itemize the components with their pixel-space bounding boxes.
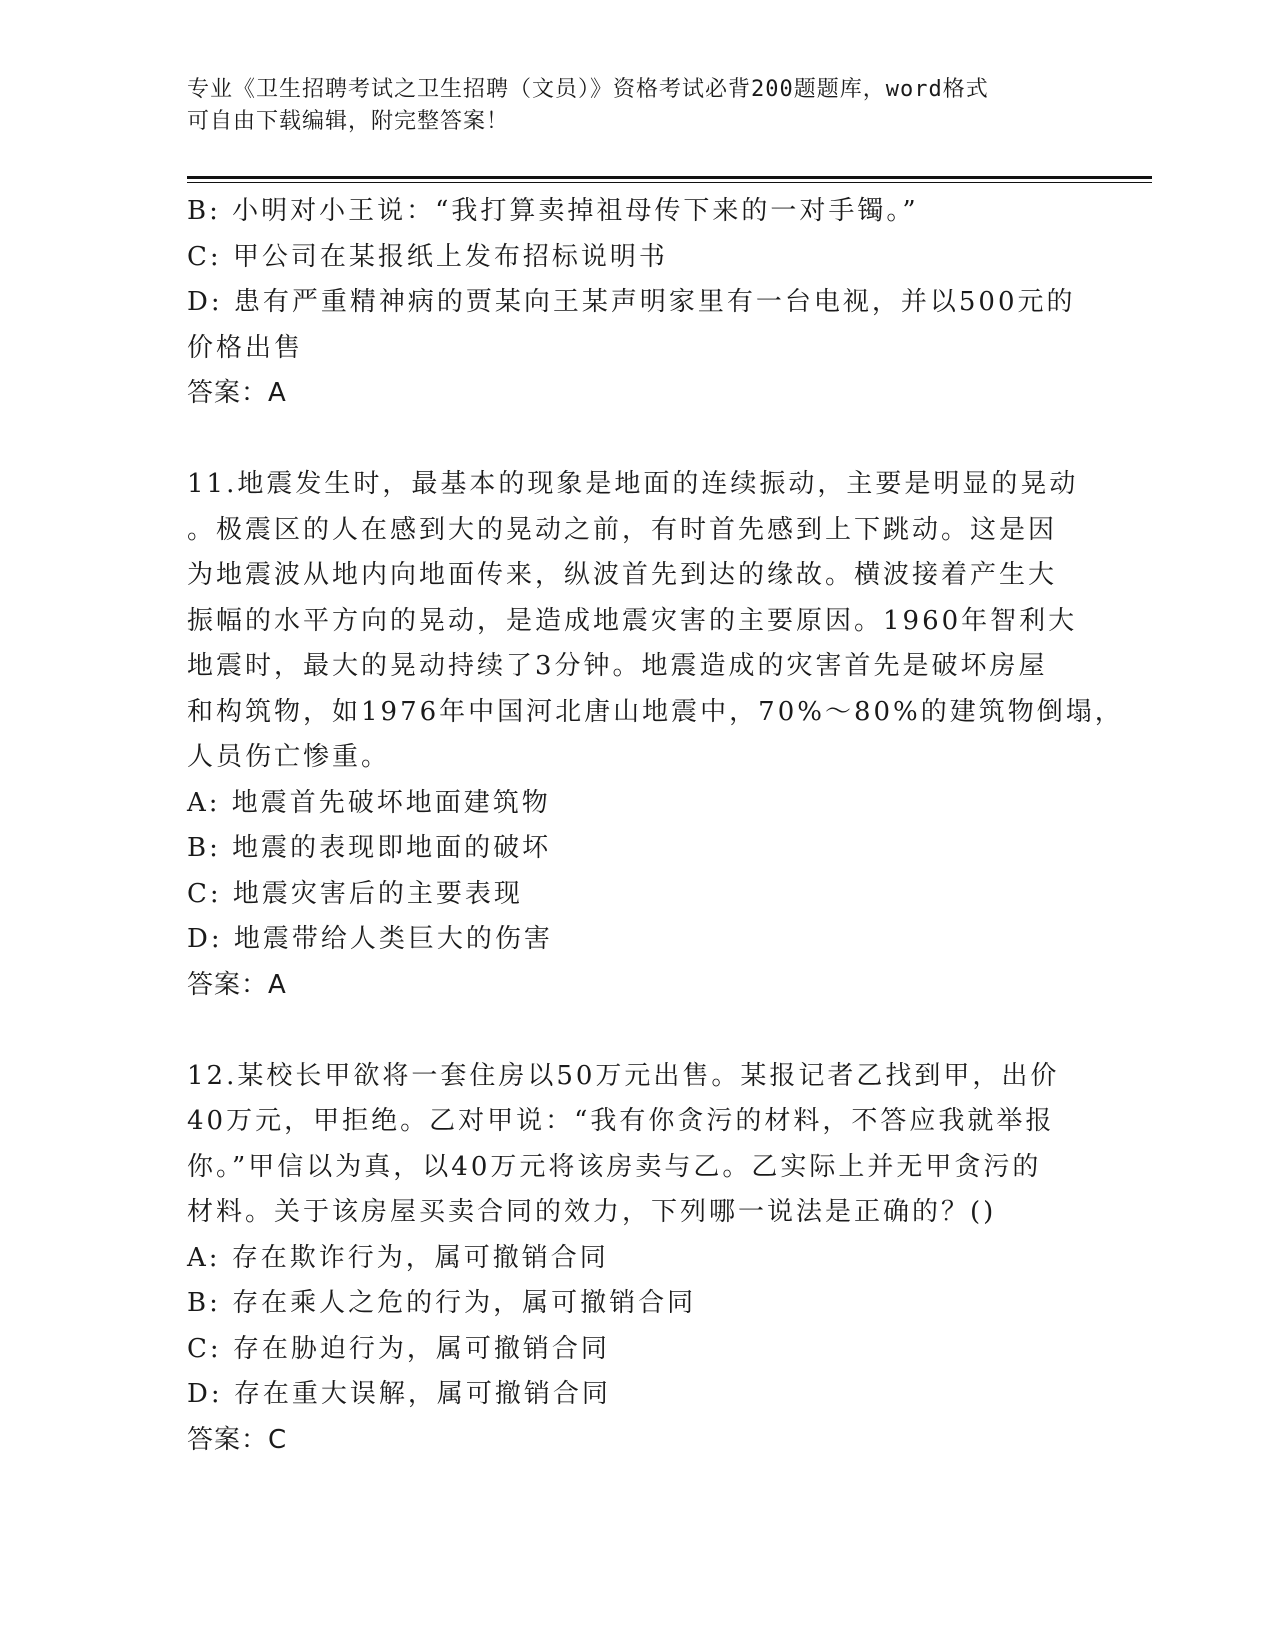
option-c: C: 地震灾害后的主要表现 — [187, 878, 523, 909]
question-stem-line: 为地震波从地内向地面传来，纵波首先到达的缘故。横波接着产生大 — [187, 560, 1058, 590]
option-b: B: 存在乘人之危的行为，属可撤销合同 — [187, 1288, 697, 1318]
question-stem-line: 你。”甲信以为真，以40万元将该房卖与乙。乙实际上并无甲贪污的 — [187, 1151, 1042, 1182]
answer: 答案：A — [187, 378, 287, 408]
question-stem-line: 。极震区的人在感到大的晃动之前，有时首先感到上下跳动。这是因 — [187, 514, 1058, 545]
question-stem-line: 振幅的水平方向的晃动，是造成地震灾害的主要原因。1960年智利大 — [187, 605, 1078, 636]
option-d: D: 存在重大误解，属可撤销合同 — [187, 1379, 611, 1409]
option-d-continued: 价格出售 — [187, 332, 304, 363]
question-stem-line: 人员伤亡惨重。 — [187, 742, 391, 772]
question-stem-line: 和构筑物，如1976年中国河北唐山地震中，70%～80%的建筑物倒塌， — [187, 696, 1124, 727]
option-c: C: 甲公司在某报纸上发布招标说明书 — [187, 241, 668, 272]
question-stem-line: 地震时，最大的晃动持续了3分钟。地震造成的灾害首先是破坏房屋 — [187, 651, 1048, 681]
prev-question — [187, 189, 1087, 417]
document-header — [187, 74, 1087, 138]
answer: 答案：C — [187, 1424, 288, 1455]
header-line-2: 可自由下载编辑，附完整答案！ — [187, 109, 510, 134]
answer: 答案：A — [187, 969, 287, 1000]
question-stem-line: 40万元，甲拒绝。乙对甲说：“我有你贪污的材料，不答应我就举报 — [187, 1106, 1055, 1136]
question-stem-line: 11.地震发生时，最基本的现象是地面的连续振动，主要是明显的晃动 — [187, 469, 1079, 499]
document-body — [187, 189, 1124, 1463]
option-a: A: 存在欺诈行为，属可撤销合同 — [187, 1242, 609, 1273]
option-a: A: 地震首先破坏地面建筑物 — [187, 787, 551, 818]
question-stem-line: 12.某校长甲欲将一套住房以50万元出售。某报记者乙找到甲，出价 — [187, 1060, 1060, 1091]
option-d: D: 地震带给人类巨大的伤害 — [187, 924, 553, 954]
question-stem-line: 材料。关于该房屋买卖合同的效力，下列哪一说法是正确的？() — [187, 1197, 997, 1227]
question-12 — [187, 1054, 1087, 1464]
header-divider-thick — [187, 176, 1152, 179]
option-c: C: 存在胁迫行为，属可撤销合同 — [187, 1333, 610, 1364]
option-b: B: 地震的表现即地面的破坏 — [187, 833, 552, 863]
question-11 — [187, 462, 1124, 1008]
header-divider-thin — [187, 182, 1152, 183]
header-line-1: 专业《卫生招聘考试之卫生招聘（文员）》资格考试必背200题题库，word格式 — [187, 77, 989, 102]
option-d: D: 患有严重精神病的贾某向王某声明家里有一台电视，并以500元的 — [187, 287, 1076, 317]
option-b: B: 小明对小王说：“我打算卖掉祖母传下来的一对手镯。” — [187, 196, 919, 226]
